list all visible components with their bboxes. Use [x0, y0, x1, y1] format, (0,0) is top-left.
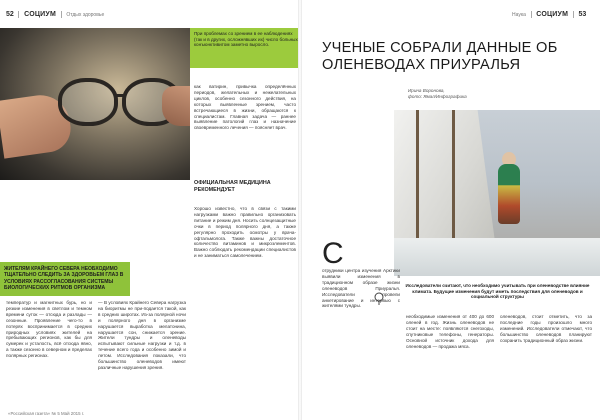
- left-subsection-name: Отдых здоровье: [66, 12, 105, 19]
- left-col3-text-top: как ватирин, привычка определённых периодов, желательных и нежелательных циклов, особенно сезонного действия, на которых выявленные зрением, часто встречающиеся в жизни, обращаются к специалистам. Главная задача — раннее выявление патологий глаз и назначение своевременного лечения — поясняет врач.: [194, 84, 296, 131]
- left-footer: «Российская газета» № 5 Май 2015 г.: [8, 411, 85, 416]
- byline-author: Ирина Воронова,: [408, 88, 445, 93]
- article-byline: [408, 88, 467, 100]
- left-col2-text: — В условиях Крайнего Севера нагрузка на биоритмы не при-подается такой, как в средних широтах. Из-за полярной ночи и полярного дня в организме нарушается выработка мелатонина, нарушается сон, снижается зрение. Жители тундры и оленеводы испытывают сильные нагрузки и т.д. в течение всего года и особенно зимой и летом. Исследования показали, что большинство оленеводов имеют различные нарушения зрения.: [98, 300, 186, 370]
- header-divider: [531, 11, 532, 18]
- article-title: УЧЕНЫЕ СОБРАЛИ ДАННЫЕ ОБ ОЛЕНЕВОДАХ ПРИУРАЛЬЯ: [322, 40, 558, 73]
- left-page-header: [6, 11, 104, 19]
- person-figure: [498, 164, 520, 224]
- photo-hand-shape: [162, 86, 190, 126]
- header-divider: [18, 11, 19, 18]
- eyeglasses-photo: [0, 28, 190, 180]
- reindeer-herder-photo: [394, 110, 600, 276]
- right-col1-text: отрудники центра изучения Арктики выявили изменения в традиционном образе жизни оленеводов Приуралья. Исследователи провели анкетирование и интервью с жителями тундры.: [322, 268, 400, 309]
- right-page-header: [512, 11, 586, 19]
- left-section-name: СОЦИУМ: [24, 11, 56, 19]
- header-divider: [573, 11, 574, 18]
- header-divider: [61, 11, 62, 18]
- right-section-name: СОЦИУМ: [536, 11, 569, 19]
- left-subhead: ОФИЦИАЛЬНАЯ МЕДИЦИНА РЕКОМЕНДУЕТ: [194, 180, 271, 193]
- quote-box: [0, 262, 130, 296]
- green-box-text: При проблемах со зрением в ее наблюдениях (так и в других, осложнявших их) число больных конъюнктивитом заметно выросло.: [194, 31, 298, 48]
- photo-caption: Исследователи считают, что необходимо учитывать при оленеводстве влияние климата. Будущие изменения будут иметь последствия для оленеводов и социальной структуры: [405, 283, 590, 300]
- byline-photo-credit: фото: Ямал/Инфографика: [408, 94, 467, 99]
- right-col2-text: необходимые изменения от 400 до 600 оленей в год. Жизнь оленеводов не стоит на месте: появляются снегоходы, спутниковые телефоны, генераторы. Основной источник дохода для оленеводов — продажа мяса.: [406, 314, 494, 349]
- glasses-lens-left: [58, 78, 118, 126]
- drop-cap: С: [322, 237, 344, 270]
- left-page-number: 52: [6, 11, 14, 19]
- right-col3-text: оленеводов, стоит отметить, что за последние годы произошло много изменений. Исследователи отмечают, что большинство оленеводов планируют сохранить традиционный образ жизни.: [500, 314, 592, 343]
- snow-ground: [394, 238, 600, 276]
- right-page-number: 53: [578, 11, 587, 19]
- right-page-label: Наука: [512, 12, 526, 19]
- left-col1-text: температур и магнитных бурь, но и резкие изменения в светлом и темном времени суток — отсюда и разлады — сезонные. Проявление чего-то в потерях воспринимается в средних природных условиях жителей на пребывающих регионов, как бы для сумерек и усталость, всё отсюда явно, а также сезонно в северном и пределах полярных регионах.: [6, 300, 92, 359]
- left-col3-text-bottom: Хорошо известно, что в связи с такими нагрузками важно правильно организовать питание и режим дня. Носить солнцезащитные очки в период полярного дня, а также регулярно проходить осмотры у врача-офтальмолога. Также важны достаточное количество витаминов и микроэлементов. Важно соблюдать рекомендации специалистов и не заниматься самолечением.: [194, 206, 296, 259]
- quote-text: ЖИТЕЛЯМ КРАЙНЕГО СЕВЕРА НЕОБХОДИМО ТЩАТЕЛЬНО СЛЕДИТЬ ЗА ЗДОРОВЬЕМ ГЛАЗ В УСЛОВИЯХ РАССОГЛАСОВАНИЯ СИСТЕМЫ БИОЛОГИЧЕСКИХ РИТМОВ ОРГАНИЗМА: [4, 266, 124, 292]
